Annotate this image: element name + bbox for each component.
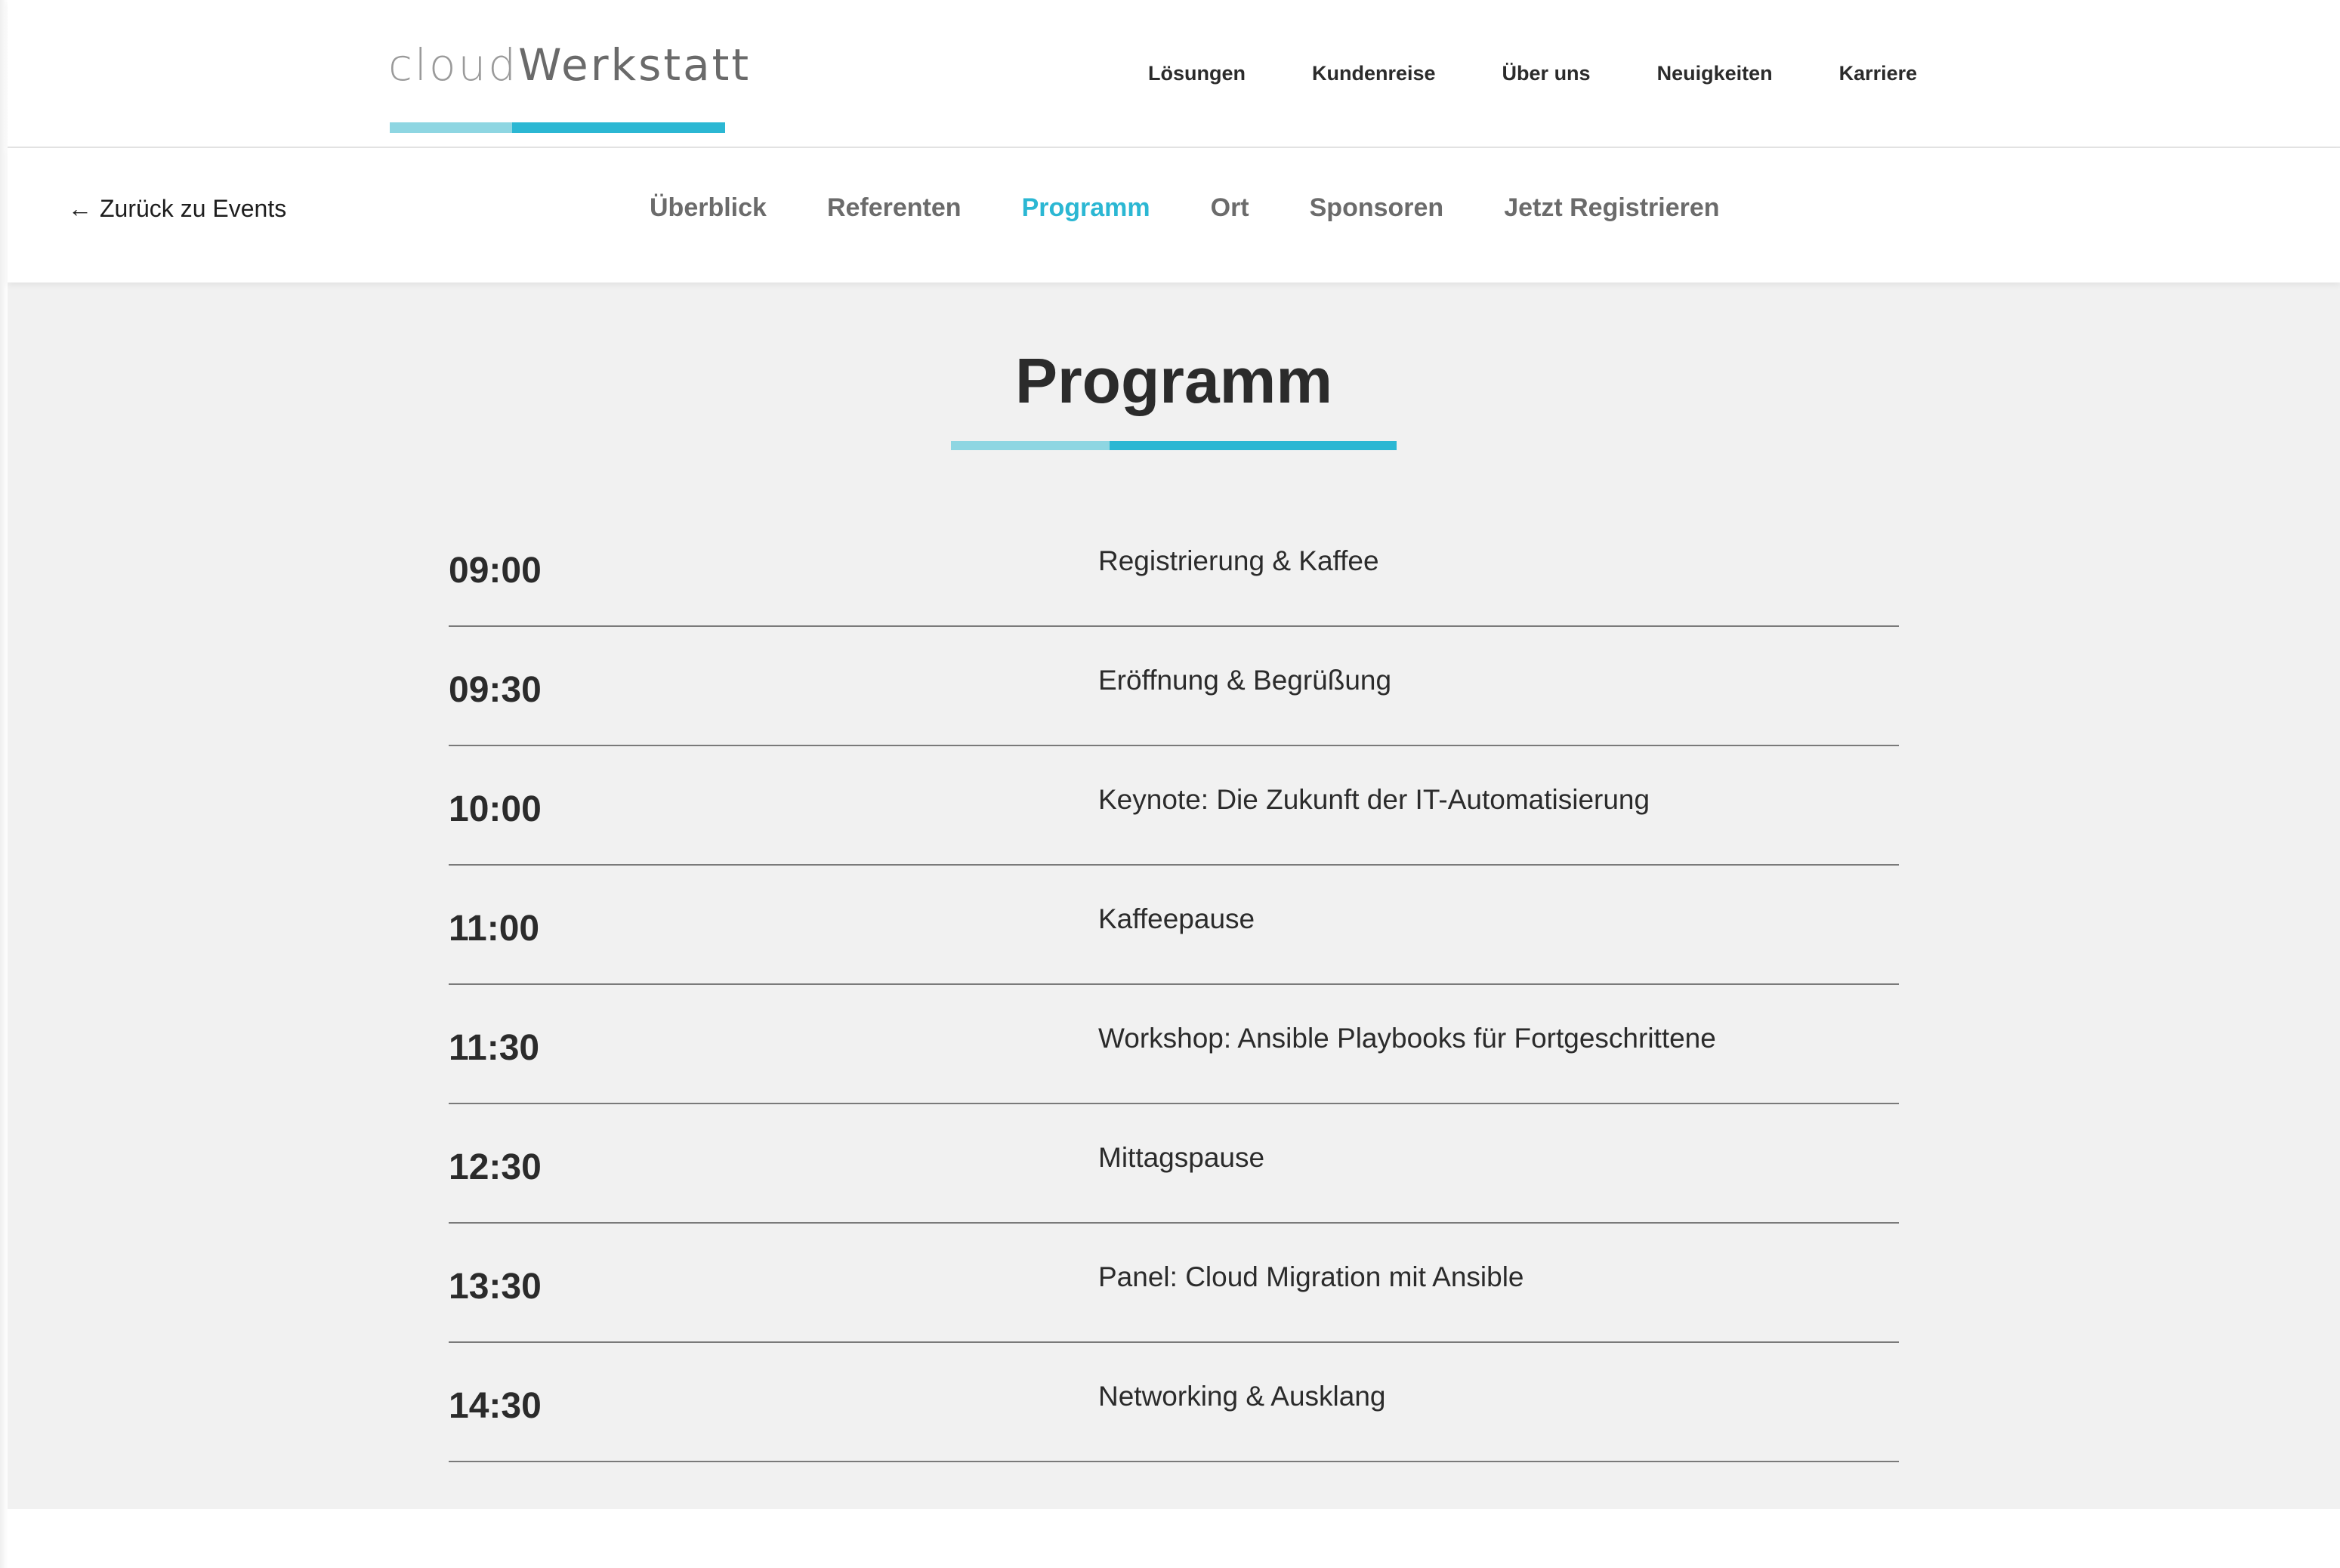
schedule-time: 09:00 [449,551,542,591]
tab-jetzt-registrieren[interactable]: Jetzt Registrieren [1504,193,1720,222]
logo-link[interactable] [388,39,752,98]
arrow-left-icon: ← [68,195,92,222]
schedule-title: Kaffeepause [1098,903,1255,934]
program-section [8,282,2340,1509]
tab-sponsoren[interactable]: Sponsoren [1309,193,1444,222]
title-underline [951,441,1397,450]
logo-underline-dark [512,122,725,133]
page-edge [0,0,8,1568]
schedule-time: 13:30 [449,1267,542,1307]
schedule-row [449,1104,1899,1224]
schedule-time: 11:30 [449,1028,540,1068]
schedule-time: 11:00 [449,909,540,949]
schedule-list [449,508,1899,1462]
schedule-row [449,866,1899,985]
nav-item-karriere[interactable]: Karriere [1838,61,1918,85]
schedule-time: 14:30 [449,1386,542,1426]
back-to-events-link[interactable] [68,195,286,223]
schedule-title: Mittagspause [1098,1142,1265,1173]
logo-wordmark [388,39,751,91]
event-tabs [650,193,1720,223]
tab-programm[interactable]: Programm [1021,193,1150,222]
logo-underline-light [390,122,512,133]
tab-ort[interactable]: Ort [1210,193,1249,222]
tab-referenten[interactable]: Referenten [826,193,962,222]
schedule-time: 12:30 [449,1147,542,1187]
title-underline-dark [1110,441,1397,450]
logo-part-werkstatt: Werkstatt [518,39,752,91]
schedule-row [449,508,1899,627]
schedule-time: 09:30 [449,670,542,710]
back-to-events-label: Zurück zu Events [100,195,287,222]
tab-ueberblick[interactable]: Überblick [650,193,767,222]
nav-item-ueber-uns[interactable]: Über uns [1502,61,1591,85]
nav-item-kundenreise[interactable]: Kundenreise [1312,61,1436,85]
event-sub-navigation [8,148,2340,282]
page-footer-area [8,1509,2340,1568]
schedule-title: Networking & Ausklang [1098,1381,1386,1412]
schedule-title: Registrierung & Kaffee [1098,545,1379,576]
schedule-row [449,1224,1899,1343]
nav-item-neuigkeiten[interactable]: Neuigkeiten [1656,61,1773,85]
schedule-row [449,985,1899,1104]
schedule-row [449,746,1899,866]
site-header [8,0,2340,148]
schedule-title: Eröffnung & Begrüßung [1098,665,1392,696]
main-navigation [1148,54,1917,92]
schedule-title: Panel: Cloud Migration mit Ansible [1098,1261,1524,1292]
page-title: Programm [1014,345,1333,416]
nav-item-loesungen[interactable]: Lösungen [1148,61,1246,85]
schedule-title: Workshop: Ansible Playbooks für Fortgeschrittene [1098,1023,1716,1054]
schedule-row [449,627,1899,746]
title-underline-light [951,441,1110,450]
schedule-title: Keynote: Die Zukunft der IT-Automatisierung [1098,784,1650,815]
logo-part-cloud: cloud [388,39,519,91]
schedule-time: 10:00 [449,789,542,829]
schedule-row [449,1343,1899,1462]
